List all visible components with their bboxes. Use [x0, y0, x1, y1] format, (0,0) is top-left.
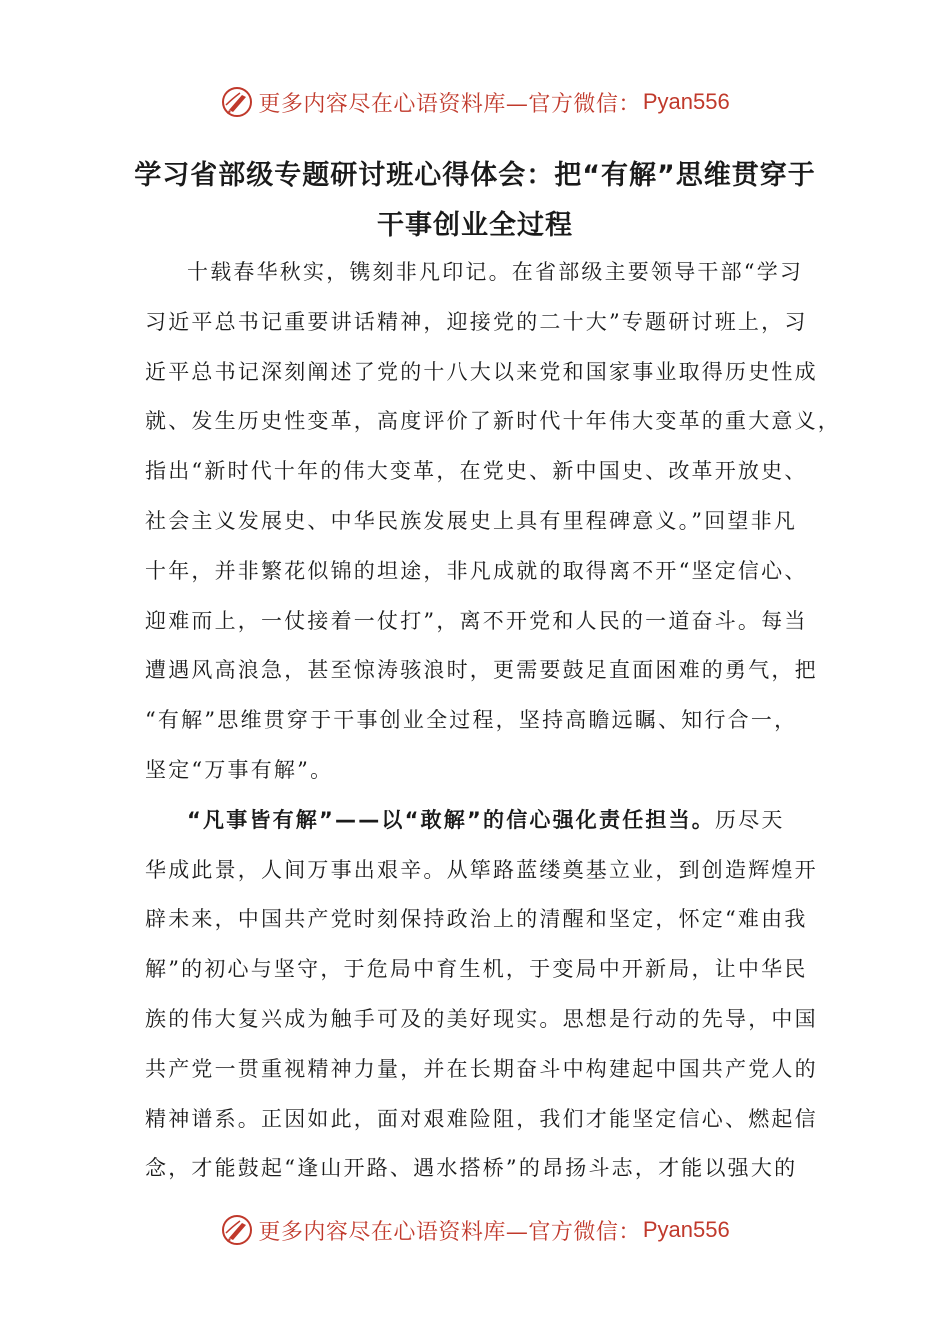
- body-line: 迎难而上，一仗接着一仗打”，离不开党和人民的一道奋斗。每当: [145, 608, 808, 633]
- document-body: [145, 248, 841, 1194]
- body-line: 念，才能鼓起“逢山开路、遇水搭桥”的昂扬斗志，才能以强大的: [145, 1156, 798, 1181]
- body-line: 指出“新时代十年的伟大变革，在党史、新中国史、改革开放史、: [145, 459, 808, 484]
- body-line: 遭遇风高浪急，甚至惊涛骇浪时，更需要鼓足直面困难的勇气，把: [145, 658, 818, 683]
- body-line: 解”的初心与坚守，于危局中育生机，于变局中开新局，让中华民: [145, 957, 808, 982]
- body-line: 十年，并非繁花似锦的坦途，非凡成就的取得离不开“坚定信心、: [145, 558, 808, 583]
- watermark-text: 更多内容尽在心语资料库—官方微信：: [258, 91, 641, 117]
- pen-nib-icon: [220, 1213, 254, 1247]
- section-heading-line: [145, 796, 820, 846]
- body-line: “有解”思维贯穿于干事创业全过程，坚持高瞻远瞩、知行合一，: [145, 708, 798, 733]
- page-title-line-1: 学习省部级专题研讨班心得体会：把“有解”思维贯穿于: [134, 160, 816, 191]
- watermark-text: 更多内容尽在心语资料库—官方微信：: [258, 1219, 641, 1245]
- body-line: 习近平总书记重要讲话精神，迎接党的二十大”专题研讨班上，习: [145, 309, 808, 334]
- watermark-wechat-id: Pyan556: [642, 89, 730, 114]
- body-line: 坚定“万事有解”。: [145, 757, 334, 782]
- section-heading: “凡事皆有解”——以“敢解”的信心强化责任担当。: [187, 807, 716, 832]
- body-line: 近平总书记深刻阐述了党的十八大以来党和国家事业取得历史性成: [145, 359, 818, 384]
- page-title-line-2: 干事创业全过程: [377, 210, 573, 241]
- body-line: 社会主义发展史、中华民族发展史上具有里程碑意义。”回望非凡: [145, 508, 798, 533]
- footer-watermark: [0, 1210, 950, 1250]
- body-line: 十载春华秋实，镌刻非凡印记。在省部级主要领导干部“学习: [187, 260, 804, 284]
- watermark-wechat-id: Pyan556: [642, 1217, 730, 1242]
- header-watermark: [0, 82, 950, 122]
- body-line: 华成此景，人间万事出艰辛。从筚路蓝缕奠基立业，到创造辉煌开: [145, 857, 818, 882]
- body-line: 就、发生历史性变革，高度评价了新时代十年伟大变革的重大意义，: [145, 409, 841, 434]
- section-first-line-rest: 历尽天: [715, 807, 785, 832]
- pen-nib-icon: [220, 85, 254, 119]
- body-line: 辟未来，中国共产党时刻保持政治上的清醒和坚定，怀定“难由我: [145, 907, 808, 932]
- body-line: 族的伟大复兴成为触手可及的美好现实。思想是行动的先导，中国: [145, 1006, 818, 1031]
- body-line: 共产党一贯重视精神力量，并在长期奋斗中构建起中国共产党人的: [145, 1056, 818, 1081]
- body-line: 精神谱系。正因如此，面对艰难险阻，我们才能坚定信心、燃起信: [145, 1106, 818, 1131]
